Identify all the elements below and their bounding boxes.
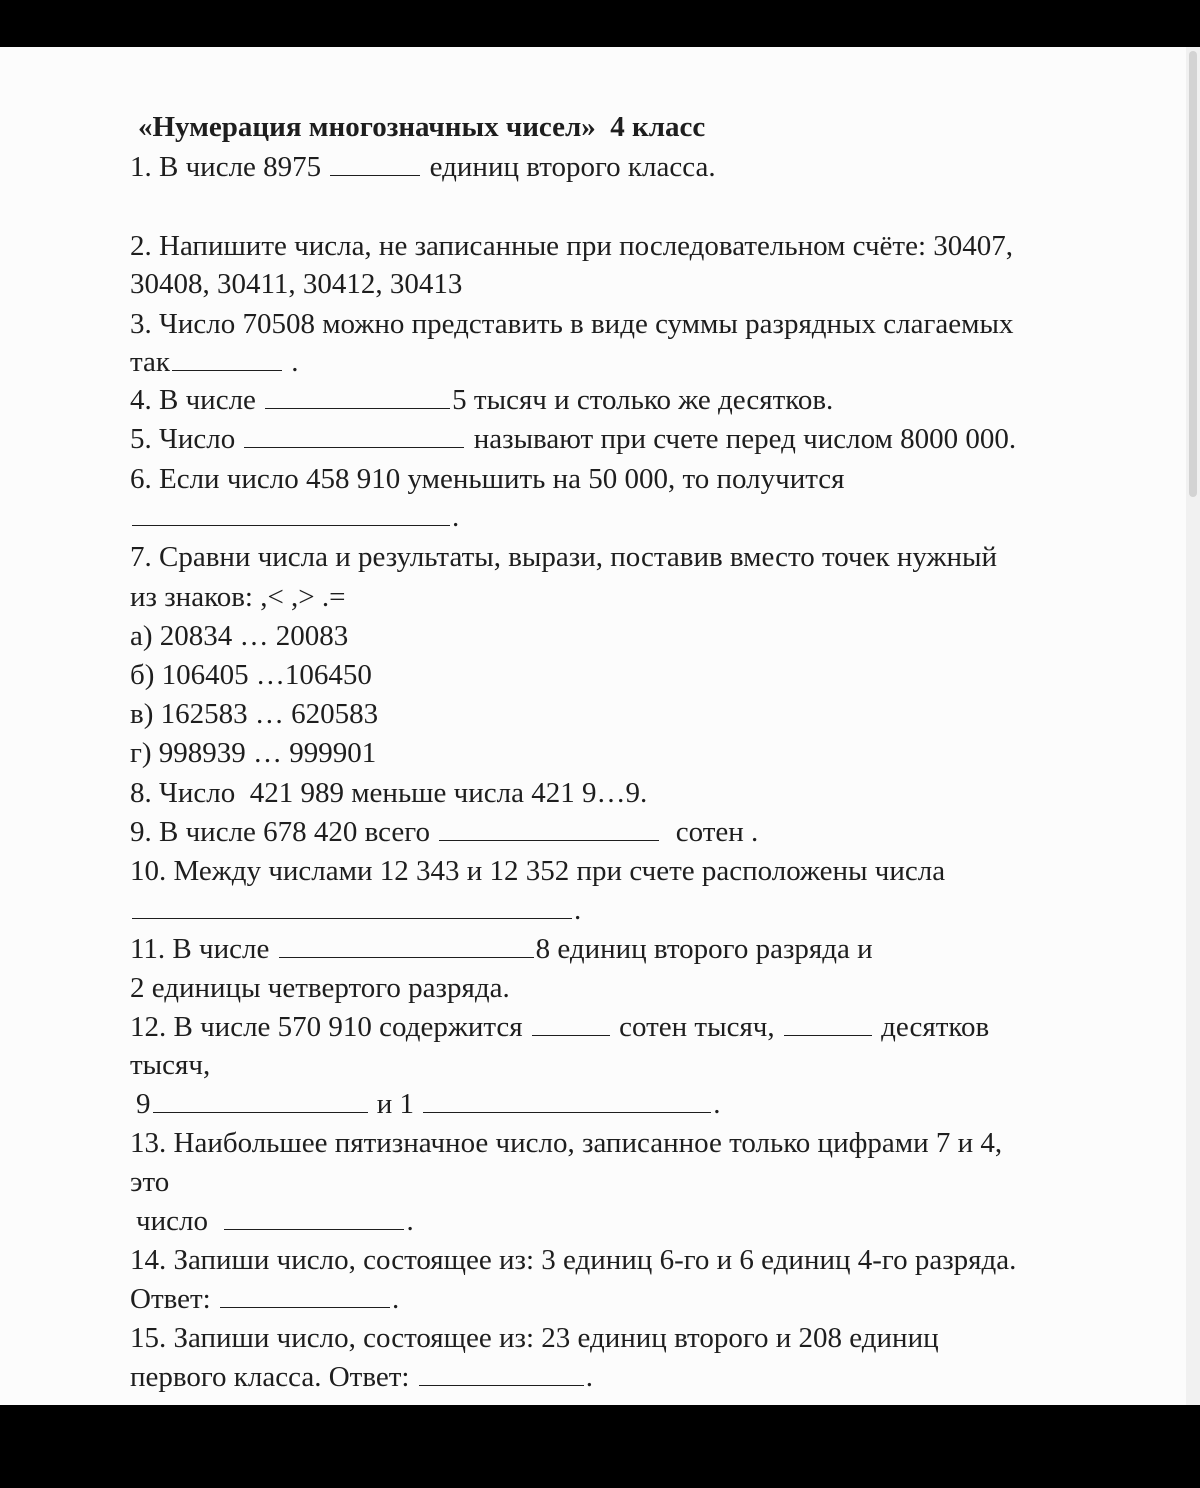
question-6-line-1: 6. Если число 458 910 уменьшить на 50 000, то получится <box>130 463 845 495</box>
compare-item-b: б) 106405 …106450 <box>130 659 372 691</box>
answer-blank[interactable] <box>220 1285 390 1308</box>
answer-blank[interactable] <box>532 1013 610 1036</box>
question-1: 1. В числе 8975 единиц второго класса. <box>130 151 716 183</box>
question-5: 5. Число называют при счете перед числом 8000 000. <box>130 423 1017 455</box>
worksheet-page <box>0 47 1200 1405</box>
worksheet-title: «Нумерация многозначных чисел» 4 класс <box>138 111 706 143</box>
question-15-line-1: 15. Запиши число, состоящее из: 23 единиц второго и 208 единиц <box>130 1322 939 1354</box>
scrollbar[interactable] <box>1186 47 1200 1405</box>
question-8: 8. Число 421 989 меньше числа 421 9…9. <box>130 777 648 809</box>
question-12-line-3: 9 и 1 . <box>136 1088 721 1120</box>
answer-blank[interactable] <box>244 425 464 448</box>
question-14-line-2: Ответ: . <box>130 1283 400 1315</box>
question-13-line-2: это <box>130 1166 170 1198</box>
question-14-line-1: 14. Запиши число, состоящее из: 3 единиц 6-го и 6 единиц 4-го разряда. <box>130 1244 1017 1276</box>
question-2-line-2: 30408, 30411, 30412, 30413 <box>130 268 463 300</box>
question-12-line-2: тысяч, <box>130 1049 211 1081</box>
question-10-line-1: 10. Между числами 12 343 и 12 352 при счете расположены числа <box>130 855 946 887</box>
answer-blank[interactable] <box>784 1013 872 1036</box>
answer-blank[interactable] <box>132 896 572 919</box>
question-7-line-1: 7. Сравни числа и результаты, вырази, поставив вместо точек нужный <box>130 541 998 573</box>
answer-blank[interactable] <box>265 386 450 409</box>
compare-item-d: г) 998939 … 999901 <box>130 737 377 769</box>
question-3-line-2: так . <box>130 346 299 378</box>
answer-blank[interactable] <box>172 348 282 371</box>
compare-item-a: а) 20834 … 20083 <box>130 620 349 652</box>
question-4: 4. В числе 5 тысяч и столько же десятков. <box>130 384 834 416</box>
answer-blank[interactable] <box>419 1363 584 1386</box>
question-3-line-1: 3. Число 70508 можно представить в виде суммы разрядных слагаемых <box>130 308 1014 340</box>
question-11-line-1: 11. В числе 8 единиц второго разряда и <box>130 933 873 965</box>
answer-blank[interactable] <box>330 153 420 176</box>
question-6-line-2: . <box>130 500 459 534</box>
question-7-line-2: из знаков: ,< ,> .= <box>130 581 346 613</box>
question-13-line-3: число . <box>136 1205 414 1237</box>
question-15-line-2: первого класса. Ответ: . <box>130 1361 593 1393</box>
answer-blank[interactable] <box>439 818 659 841</box>
question-9: 9. В числе 678 420 всего сотен . <box>130 816 759 848</box>
scrollbar-thumb[interactable] <box>1189 51 1197 497</box>
answer-blank[interactable] <box>279 935 534 958</box>
question-13-line-1: 13. Наибольшее пятизначное число, записанное только цифрами 7 и 4, <box>130 1127 1003 1159</box>
question-12-line-1: 12. В числе 570 910 содержится сотен тысяч, десятков <box>130 1011 990 1043</box>
answer-blank[interactable] <box>423 1090 711 1113</box>
compare-item-c: в) 162583 … 620583 <box>130 698 379 730</box>
question-11-line-2: 2 единицы четвертого разряда. <box>130 972 510 1004</box>
answer-blank[interactable] <box>224 1207 404 1230</box>
answer-blank[interactable] <box>132 503 450 526</box>
question-10-line-2: . <box>130 893 581 927</box>
answer-blank[interactable] <box>153 1090 368 1113</box>
question-2-line-1: 2. Напишите числа, не записанные при последовательном счёте: 30407, <box>130 230 1014 262</box>
